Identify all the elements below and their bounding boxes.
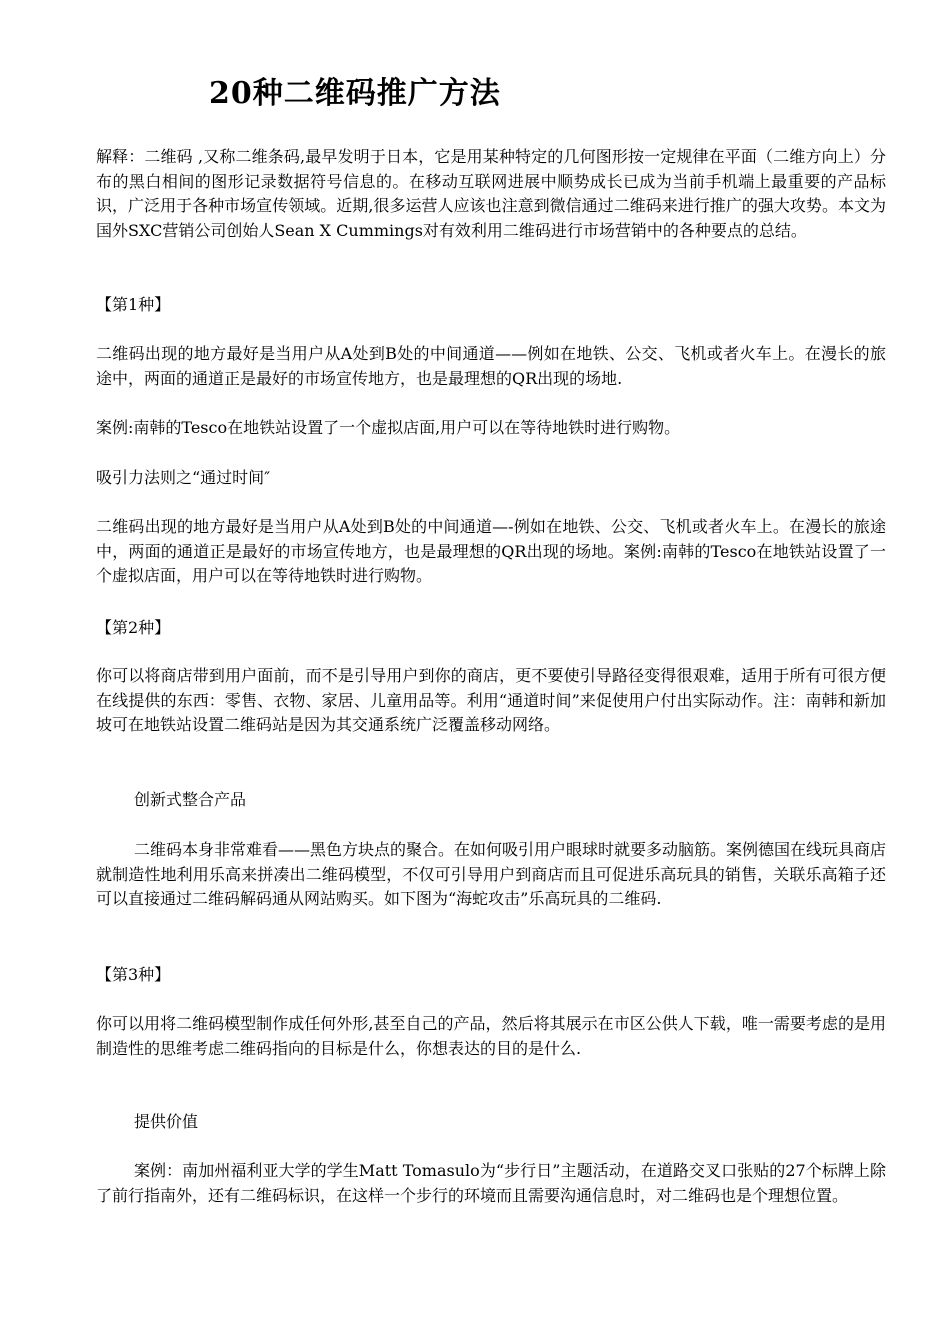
passing-time-paragraph: 二维码出现的地方最好是当用户从A处到B处的中间通道—-例如在地铁、公交、飞机或者火车上。在漫长的旅途中，两面的通道正是最好的市场宣传地方，也是最理想的QR出现的场地。案例:南韩的Tesco在地铁站设置了一个虚拟店面，用户可以在等待地铁时进行购物。 [96, 517, 886, 586]
section-2-paragraph: 你可以将商店带到用户面前，而不是引导用户到你的商店，更不要使引导路径变得很艰难，适用于所有可很方便在线提供的东西：零售、衣物、家居、儿童用品等。利用“通道时间”来促使用户付出实际动作。注：南韩和新加坡可在地铁站设置二维码站是因为其交通系统广泛覆盖移动网络。 [96, 666, 886, 735]
subheading-innovative-integration: 创新式整合产品 [134, 790, 247, 809]
intro-paragraph: 解释：二维码 ,又称二维条码,最早发明于日本，它是用某种特定的几何图形按一定规律在平面（二维方向上）分布的黑白相间的图形记录数据符号信息的。在移动互联网进展中顺势成长已成为当前手机端上最重要的产品标识，广泛用于各种市场宣传领域。近期,很多运营人应该也注意到微信通过二维码来进行推广的强大攻势。本文为国外SXC营销公司创始人Sean X Cummings对有效利用二维码进行市场营销中的各种要点的总结。 [96, 147, 886, 240]
section-heading-1: 【第1种】 [96, 295, 171, 314]
provide-value-paragraph: 案例：南加州福利亚大学的学生Matt Tomasulo为“步行日”主题活动，在道路交叉口张贴的27个标牌上除了前行指南外，还有二维码标识，在这样一个步行的环境而且需要沟通信息时，对二维码也是个理想位置。 [96, 1161, 886, 1205]
case-paragraph: 案例:南韩的Tesco在地铁站设置了一个虚拟店面,用户可以在等待地铁时进行购物。 [96, 418, 681, 437]
innovative-integration-paragraph: 二维码本身非常难看——黑色方块点的聚合。在如何吸引用户眼球时就要多动脑筋。案例德国在线玩具商店就制造性地利用乐高来拼凑出二维码模型，不仅可引导用户到商店而且可促进乐高玩具的销售，关联乐高箱子还可以直接通过二维码解码通从网站购买。如下图为“海蛇攻击”乐高玩具的二维码. [96, 840, 887, 909]
subheading-passing-time: 吸引力法则之“通过时间″ [96, 468, 271, 487]
section-1-paragraph: 二维码出现的地方最好是当用户从A处到B处的中间通道——例如在地铁、公交、飞机或者火车上。在漫长的旅途中，两面的通道正是最好的市场宣传地方，也是最理想的QR出现的场地. [96, 344, 886, 388]
subheading-provide-value: 提供价值 [134, 1112, 199, 1131]
section-heading-2: 【第2种】 [96, 618, 171, 637]
document-title: 20种二维码推广方法 [209, 76, 501, 111]
section-heading-3: 【第3种】 [96, 965, 171, 984]
section-3-paragraph: 你可以用将二维码模型制作成任何外形,甚至自己的产品，然后将其展示在市区公供人下载，唯一需要考虑的是用制造性的思维考虑二维码指向的目标是什么，你想表达的目的是什么. [96, 1014, 886, 1058]
